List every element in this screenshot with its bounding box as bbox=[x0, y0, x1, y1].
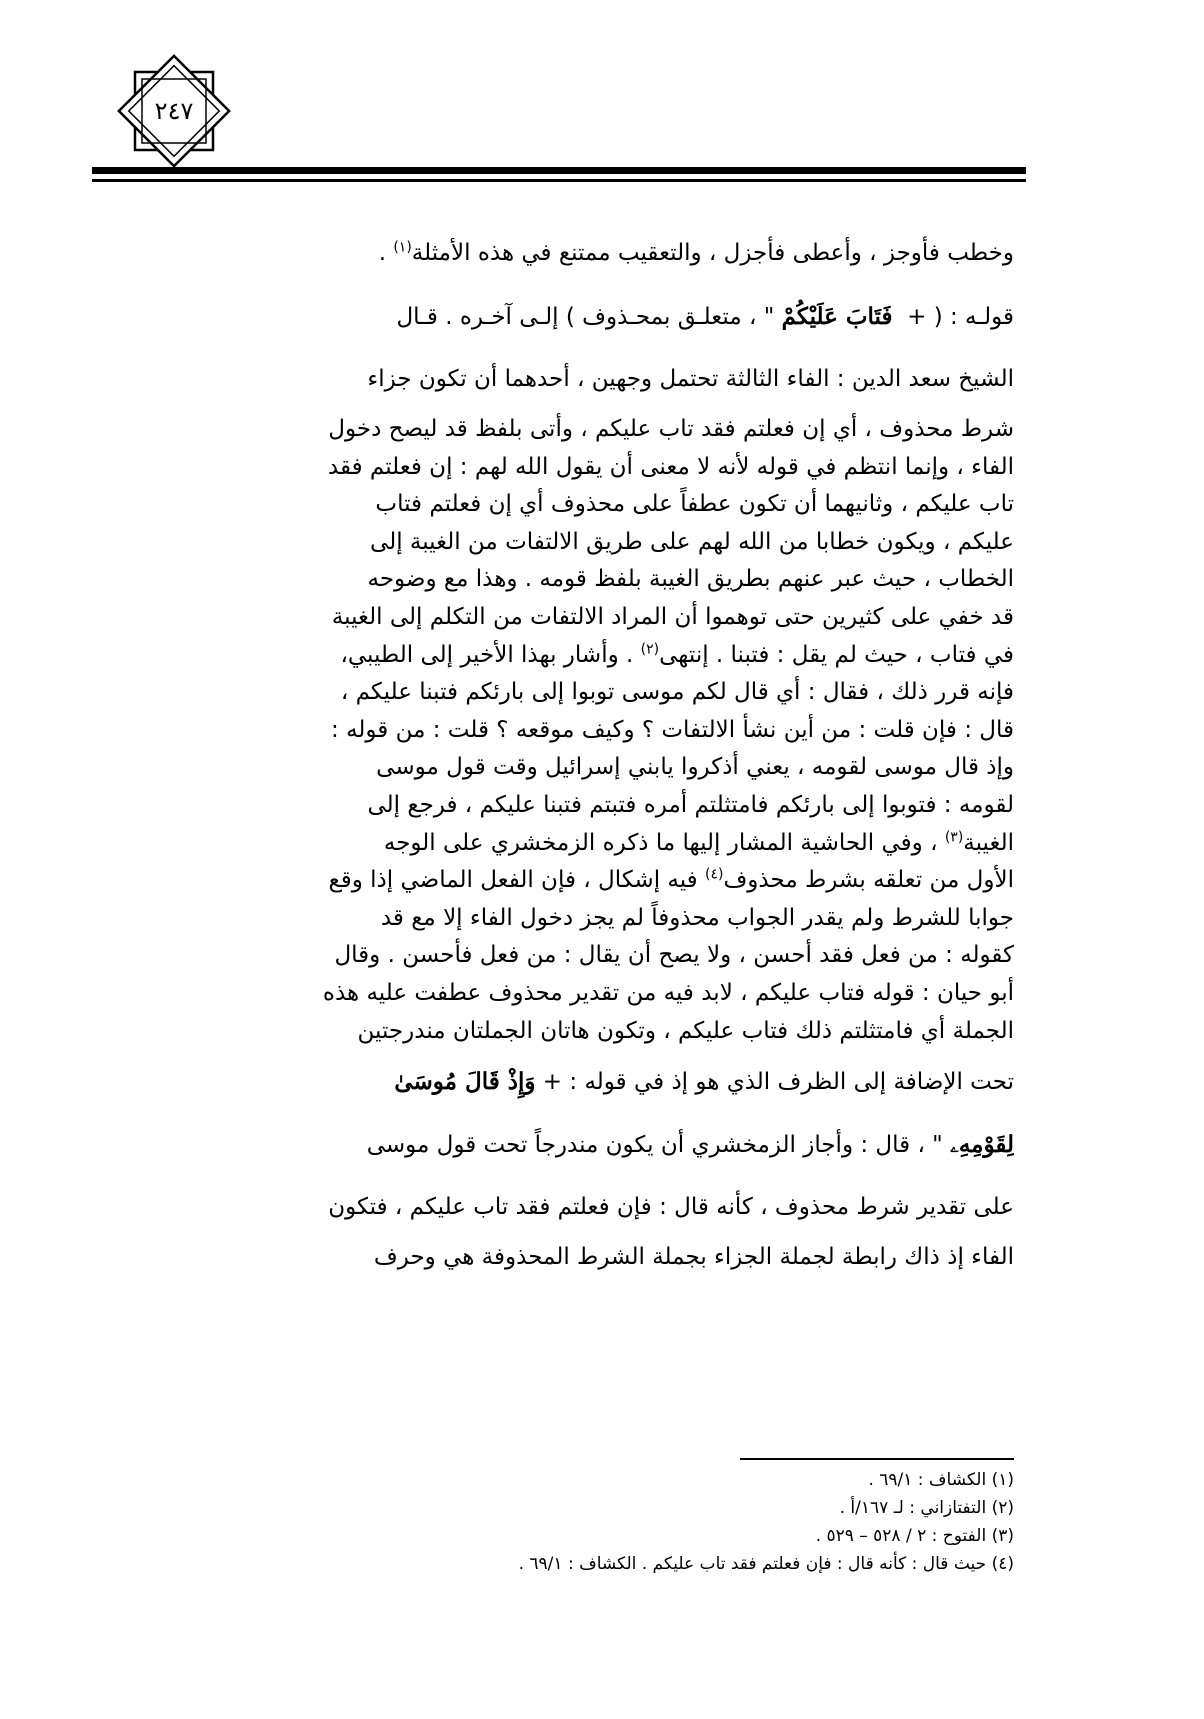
text-line: قال : فإن قلت : من أين نشأ الالتفات ؟ وكيف موقعه ؟ قلت : من قوله : bbox=[331, 716, 1014, 743]
header-rule-thin bbox=[92, 179, 1026, 182]
text-line: في فتاب ، حيث لم يقل : فتبنا . إنتهى$^{(٢)}$ . وأشار بهذا الأخير إلى الطيبي، bbox=[340, 640, 1014, 668]
text-line: الشيخ سعد الدين : الفاء الثالثة تحتمل وجهين ، أحدهما أن تكون جزاء bbox=[367, 366, 1014, 392]
footnote-separator bbox=[740, 1458, 1014, 1460]
text-line: تحت الإضافة إلى الظرف الذي هو إذ في قوله : + وَإِذْ قَالَ مُوسَىٰ bbox=[394, 1068, 1014, 1096]
footnote-ref: (٤) bbox=[704, 866, 724, 883]
footnote-ref: (٢) bbox=[640, 640, 660, 657]
quran-verse: فَتَابَ عَلَيْكُمْ bbox=[781, 303, 893, 330]
page-number: ٢٤٧ bbox=[154, 97, 194, 125]
footnote-item: (٢) التفتازاني : لـ ١٦٧/أ . bbox=[839, 1498, 1014, 1518]
footnote-item: (٤) حيث قال : كأنه قال : فإن فعلتم فقد تاب عليكم . الكشاف : ٦٩/١ . bbox=[518, 1554, 1014, 1574]
footnote-item: (٣) الفتوح : ٢ / ٥٢٨ – ٥٢٩ . bbox=[815, 1526, 1014, 1546]
text-line: الأول من تعلقه بشرط محذوف$^{(٤)}$ فيه إشكال ، فإن الفعل الماضي إذا وقع bbox=[328, 866, 1014, 894]
text-line: كقوله : من فعل فقد أحسن ، ولا يصح أن يقال : من فعل فأحسن . وقال bbox=[334, 942, 1014, 969]
text-line: وخطب فأوجز ، وأعطى فأجزل ، والتعقيب ممتنع في هذه الأمثلة$^{(١)}$ . bbox=[378, 239, 1014, 266]
footnote-item: (١) الكشاف : ٦٩/١ . bbox=[868, 1470, 1014, 1490]
text-line: الفاء إذ ذاك رابطة لجملة الجزاء بجملة الشرط المحذوفة هي وحرف bbox=[373, 1244, 1014, 1271]
footnotes bbox=[300, 1466, 1014, 1578]
text-line: جوابا للشرط ولم يقدر الجواب محذوفاً لم يجز دخول الفاء إلا مع قد bbox=[380, 904, 1014, 931]
text-line: الفاء ، وإنما انتظم في قوله لأنه لا معنى أن يقول الله لهم : إن فعلتم فقد bbox=[327, 453, 1014, 480]
text-line: فإنه قرر ذلك ، فقال : أي قال لكم موسى توبوا إلى بارئكم فتبنا عليكم ، bbox=[340, 679, 1014, 706]
text-line: الجملة أي فامتثلتم ذلك فتاب عليكم ، وتكون هاتان الجملتان مندرجتين bbox=[357, 1017, 1014, 1044]
text-line: لقومه : فتوبوا إلى بارئكم فامتثلتم أمره فتبتم فتبنا عليكم ، فرجع إلى bbox=[367, 791, 1014, 818]
text-line: لِقَوْمِهِۦ " ، قال : وأجاز الزمخشري أن يكون مندرجاً تحت قول موسى bbox=[366, 1131, 1014, 1159]
text-line: تاب عليكم ، وثانيهما أن تكون عطفاً على محذوف أي إن فعلتم فتاب bbox=[375, 491, 1014, 518]
page-number-badge bbox=[111, 48, 237, 174]
text-line: شرط محذوف ، أي إن فعلتم فقد تاب عليكم ، وأتى بلفظ قد ليصح دخول bbox=[328, 416, 1014, 442]
main-text bbox=[142, 222, 1014, 1277]
quran-verse: لِقَوْمِهِۦ bbox=[950, 1131, 1014, 1159]
text-line: الخطاب ، حيث عبر عنهم بطريق الغيبة بلفظ قومه . وهذا مع وضوحه bbox=[367, 566, 1014, 593]
text-line: قولـه : ( + فَتَابَ عَلَيْكُمْ " ، متعلـق بمحـذوف ) إلـى آخـره . قـال bbox=[396, 303, 1014, 330]
footnote-ref: (١) bbox=[393, 239, 412, 256]
text-line: أبو حيان : قوله فتاب عليكم ، لابد فيه من تقدير محذوف عطفت عليه هذه bbox=[322, 979, 1014, 1006]
text-line: الغيبة$^{(٣)}$ ، وفي الحاشية المشار إليها ما ذكره الزمخشري على الوجه bbox=[383, 828, 1014, 856]
quran-verse: وَإِذْ قَالَ مُوسَىٰ bbox=[394, 1068, 536, 1096]
header-rule-thick bbox=[92, 167, 1026, 174]
text-line: قد خفي على كثيرين حتى توهموا أن المراد الالتفات من التكلم إلى الغيبة bbox=[331, 603, 1014, 630]
footnote-ref: (٣) bbox=[944, 828, 964, 845]
text-line: عليكم ، ويكون خطابا من الله لهم على طريق الالتفات من الغيبة إلى bbox=[370, 528, 1014, 555]
text-line: وإذ قال موسى لقومه ، يعني أذكروا يابني إسرائيل وقت قول موسى bbox=[376, 754, 1014, 781]
text-line: على تقدير شرط محذوف ، كأنه قال : فإن فعلتم فقد تاب عليكم ، فتكون bbox=[328, 1194, 1014, 1221]
